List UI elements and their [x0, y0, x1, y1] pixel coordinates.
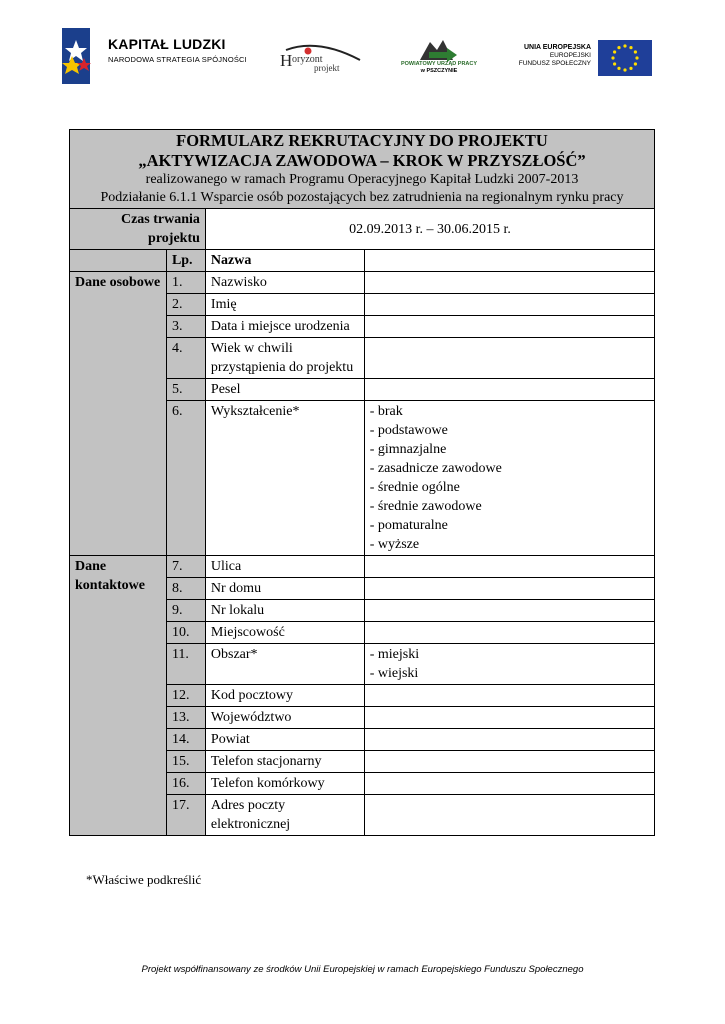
powiatowy-urzad-line2: w PSZCZYNIE	[420, 68, 458, 74]
education-option[interactable]: - brak	[369, 404, 403, 419]
education-option[interactable]: - pomaturalne	[369, 518, 448, 533]
age-field[interactable]	[364, 338, 654, 379]
row-label: Kod pocztowy	[205, 685, 364, 707]
powiatowy-urzad-logo	[395, 38, 485, 80]
row-label: Miejscowość	[205, 622, 364, 644]
form-header	[70, 130, 655, 209]
education-option[interactable]: - gimnazjalne	[369, 442, 447, 457]
county-field[interactable]	[364, 729, 654, 751]
section-header-empty	[70, 250, 167, 272]
ue-line1: UNIA EUROPEJSKA	[523, 44, 591, 51]
table-row	[70, 556, 655, 578]
row-lp: 17.	[166, 795, 205, 836]
form-subtitle-line2: Podziałanie 6.1.1 Wsparcie osób pozostających bez zatrudnienia na regionalnym rynku pracy	[100, 190, 624, 205]
kapital-ludzki-subtitle: NARODOWA STRATEGIA SPÓJNOŚCI	[108, 55, 247, 64]
birth-date-place-field[interactable]	[364, 316, 654, 338]
area-option[interactable]: - miejski	[369, 647, 420, 662]
education-option[interactable]: - średnie zawodowe	[369, 499, 482, 514]
table-row	[70, 272, 655, 294]
education-option[interactable]: - wyższe	[369, 537, 420, 552]
row-lp: 12.	[166, 685, 205, 707]
ue-text-block	[505, 44, 591, 68]
horyzont-logo	[278, 42, 363, 78]
area-options	[364, 644, 654, 685]
horyzont-line2: projekt	[314, 63, 340, 73]
section-contact-label: Dane kontaktowe	[70, 556, 167, 836]
row-lp: 3.	[166, 316, 205, 338]
horyzont-line1: oryzont	[292, 54, 323, 65]
unia-europejska-logo	[505, 40, 655, 76]
recruitment-form-table	[69, 129, 655, 836]
landline-field[interactable]	[364, 751, 654, 773]
education-option[interactable]: - podstawowe	[369, 423, 448, 438]
form-title-line2: „AKTYWIZACJA ZAWODOWA – KROK W PRZYSZŁOŚĆ”	[138, 151, 586, 170]
row-lp: 15.	[166, 751, 205, 773]
form-title-line1: FORMULARZ REKRUTACYJNY DO PROJEKTU	[176, 131, 548, 150]
name-column-header: Nazwa	[205, 250, 364, 272]
powiatowy-urzad-emblem-icon	[395, 38, 485, 62]
row-lp: 4.	[166, 338, 205, 379]
row-label: Nazwisko	[205, 272, 364, 294]
powiatowy-urzad-line1: POWIATOWY URZĄD PRACY	[400, 61, 478, 67]
row-label: Ulica	[205, 556, 364, 578]
education-option[interactable]: - średnie ogólne	[369, 480, 460, 495]
education-option[interactable]: - zasadnicze zawodowe	[369, 461, 502, 476]
first-name-field[interactable]	[364, 294, 654, 316]
row-label: Województwo	[205, 707, 364, 729]
education-options	[364, 401, 654, 556]
row-label: Wykształcenie*	[205, 401, 364, 556]
row-label: Data i miejsce urodzenia	[205, 316, 364, 338]
duration-value: 02.09.2013 r. – 30.06.2015 r.	[205, 209, 654, 250]
ue-line3: FUNDUSZ SPOŁECZNY	[518, 60, 591, 67]
area-option[interactable]: - wiejski	[369, 666, 419, 681]
email-field[interactable]	[364, 795, 654, 836]
logo-bar	[0, 28, 725, 88]
eu-flag-icon	[598, 40, 652, 76]
section-personal-label: Dane osobowe	[70, 272, 167, 556]
page-footer: Projekt współfinansowany ze środków Unii Europejskiej w ramach Europejskiego Funduszu Społecznego	[141, 964, 584, 975]
row-label: Nr lokalu	[205, 600, 364, 622]
column-header-row	[70, 250, 655, 272]
row-label: Wiek w chwili przystąpienia do projektu	[205, 338, 364, 379]
row-lp: 8.	[166, 578, 205, 600]
flat-number-field[interactable]	[364, 600, 654, 622]
city-field[interactable]	[364, 622, 654, 644]
duration-row	[70, 209, 655, 250]
row-lp: 13.	[166, 707, 205, 729]
horyzont-initial: H	[280, 51, 293, 70]
kapital-ludzki-title: KAPITAŁ LUDZKI	[108, 36, 226, 52]
duration-label: Czas trwania projektu	[70, 209, 206, 250]
row-lp: 16.	[166, 773, 205, 795]
surname-field[interactable]	[364, 272, 654, 294]
row-label: Imię	[205, 294, 364, 316]
voivodeship-field[interactable]	[364, 707, 654, 729]
form-subtitle-line1: realizowanego w ramach Programu Operacyjnego Kapitał Ludzki 2007-2013	[145, 172, 579, 187]
footnote: *Właściwe podkreślić	[86, 872, 202, 887]
row-label: Telefon komórkowy	[205, 773, 364, 795]
kapital-ludzki-emblem-icon	[62, 28, 98, 84]
row-label: Telefon stacjonarny	[205, 751, 364, 773]
form-header-row	[70, 130, 655, 209]
row-label: Nr domu	[205, 578, 364, 600]
row-label: Adres poczty elektronicznej	[205, 795, 364, 836]
row-lp: 7.	[166, 556, 205, 578]
row-lp: 1.	[166, 272, 205, 294]
ue-line2: EUROPEJSKI	[549, 52, 591, 59]
row-lp: 10.	[166, 622, 205, 644]
row-label: Pesel	[205, 379, 364, 401]
pesel-field[interactable]	[364, 379, 654, 401]
row-lp: 2.	[166, 294, 205, 316]
value-column-header	[364, 250, 654, 272]
row-lp: 9.	[166, 600, 205, 622]
row-lp: 6.	[166, 401, 205, 556]
mobile-field[interactable]	[364, 773, 654, 795]
house-number-field[interactable]	[364, 578, 654, 600]
row-label: Obszar*	[205, 644, 364, 685]
row-label: Powiat	[205, 729, 364, 751]
street-field[interactable]	[364, 556, 654, 578]
postal-code-field[interactable]	[364, 685, 654, 707]
row-lp: 14.	[166, 729, 205, 751]
lp-column-header: Lp.	[166, 250, 205, 272]
row-lp: 5.	[166, 379, 205, 401]
kapital-ludzki-logo	[62, 28, 252, 88]
row-lp: 11.	[166, 644, 205, 685]
